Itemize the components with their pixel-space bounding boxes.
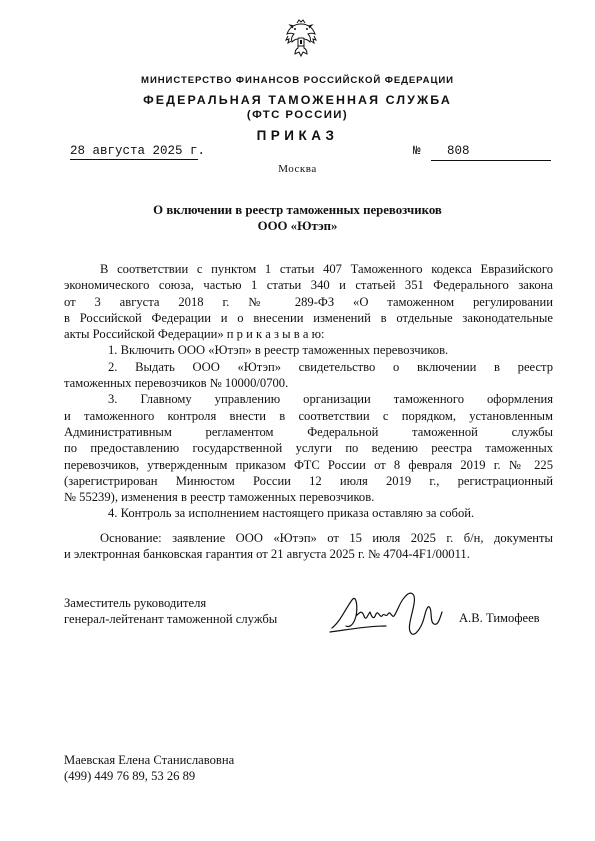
clause-4: 4. Контроль за исполнением настоящего приказа оставляю за собой.: [108, 506, 475, 521]
intro-line: от 3 августа 2018 г. № 289-ФЗ «О таможенном регулировании: [64, 294, 553, 309]
basis-line: Основание: заявление ООО «Ютэп» от 15 июля 2025 г. б/н, документы: [100, 531, 553, 545]
executor-contact: [64, 752, 234, 785]
intro-line: экономического союза, частью 1 статьи 340 и статьей 351 Федерального закона: [64, 278, 553, 293]
clause-3-line: 3. Главному управлению организации таможенного оформления: [108, 392, 553, 407]
intro-line: акты Российской Федерации» п р и к а з ы в а ю:: [64, 327, 325, 342]
order-body: [64, 261, 553, 522]
subject-line-1: О включении в реестр таможенных перевозчиков: [153, 203, 442, 217]
city-name: Москва: [278, 163, 317, 175]
clause-3-line: и таможенного контроля внести в соответствии с порядком, установленным: [64, 408, 553, 423]
document-type-title: ПРИКАЗ: [256, 128, 339, 143]
clause-3-line: перевозчиков, утвержденным приказом ФТС России от 8 февраля 2019 г. № 225: [64, 457, 553, 472]
clause-1: 1. Включить ООО «Ютэп» в реестр таможенных перевозчиков.: [108, 343, 449, 358]
clause-2-line: 2. Выдать ООО «Ютэп» свидетельство о включении в реестр: [108, 359, 553, 374]
clause-3-line: № 55239), изменения в реестр таможенных перевозчиков.: [64, 490, 375, 505]
intro-line: в Российской Федерации и о внесении изменений в отдельные законодательные: [64, 310, 553, 325]
basis-section: [64, 530, 553, 563]
order-number: 808: [447, 144, 470, 158]
ministry-name: МИНИСТЕРСТВО ФИНАНСОВ РОССИЙСКОЙ ФЕДЕРАЦИИ: [141, 75, 454, 86]
clause-3-line: по предоставлению государственной услуги по ведению реестра таможенных: [64, 441, 553, 456]
signatory-position-line-2: генерал-лейтенант таможенной службы: [64, 612, 278, 627]
service-abbreviation: (ФТС РОССИИ): [246, 109, 349, 121]
basis-line: и электронная банковская гарантия от 21 августа 2025 г. № 4704-4F1/00011.: [64, 547, 470, 562]
service-name: ФЕДЕРАЛЬНАЯ ТАМОЖЕННАЯ СЛУЖБА: [143, 93, 452, 107]
clause-3-line: Административным регламентом Федеральной таможенной службы: [64, 424, 553, 439]
clause-3-line: (зарегистрирован Минюстом России 12 июля 2019 г., регистрационный: [64, 473, 553, 488]
handwritten-signature-icon: [326, 582, 466, 642]
intro-line: В соответствии с пунктом 1 статьи 407 Таможенного кодекса Евразийского: [100, 262, 553, 276]
signatory-name: А.В. Тимофеев: [459, 611, 540, 625]
executor-phone: (499) 449 76 89, 53 26 89: [64, 769, 196, 784]
number-sign: №: [413, 144, 421, 158]
double-headed-eagle-emblem-icon: [284, 18, 318, 60]
order-date: 28 августа 2025 г.: [70, 144, 206, 158]
clause-2-line: таможенных перевозчиков № 10000/0700.: [64, 376, 289, 391]
subject-line-2: ООО «Ютэп»: [257, 219, 338, 233]
executor-name: Маевская Елена Станиславовна: [64, 753, 235, 767]
signatory-position: [64, 595, 277, 628]
signatory-position-line-1: Заместитель руководителя: [64, 596, 207, 610]
